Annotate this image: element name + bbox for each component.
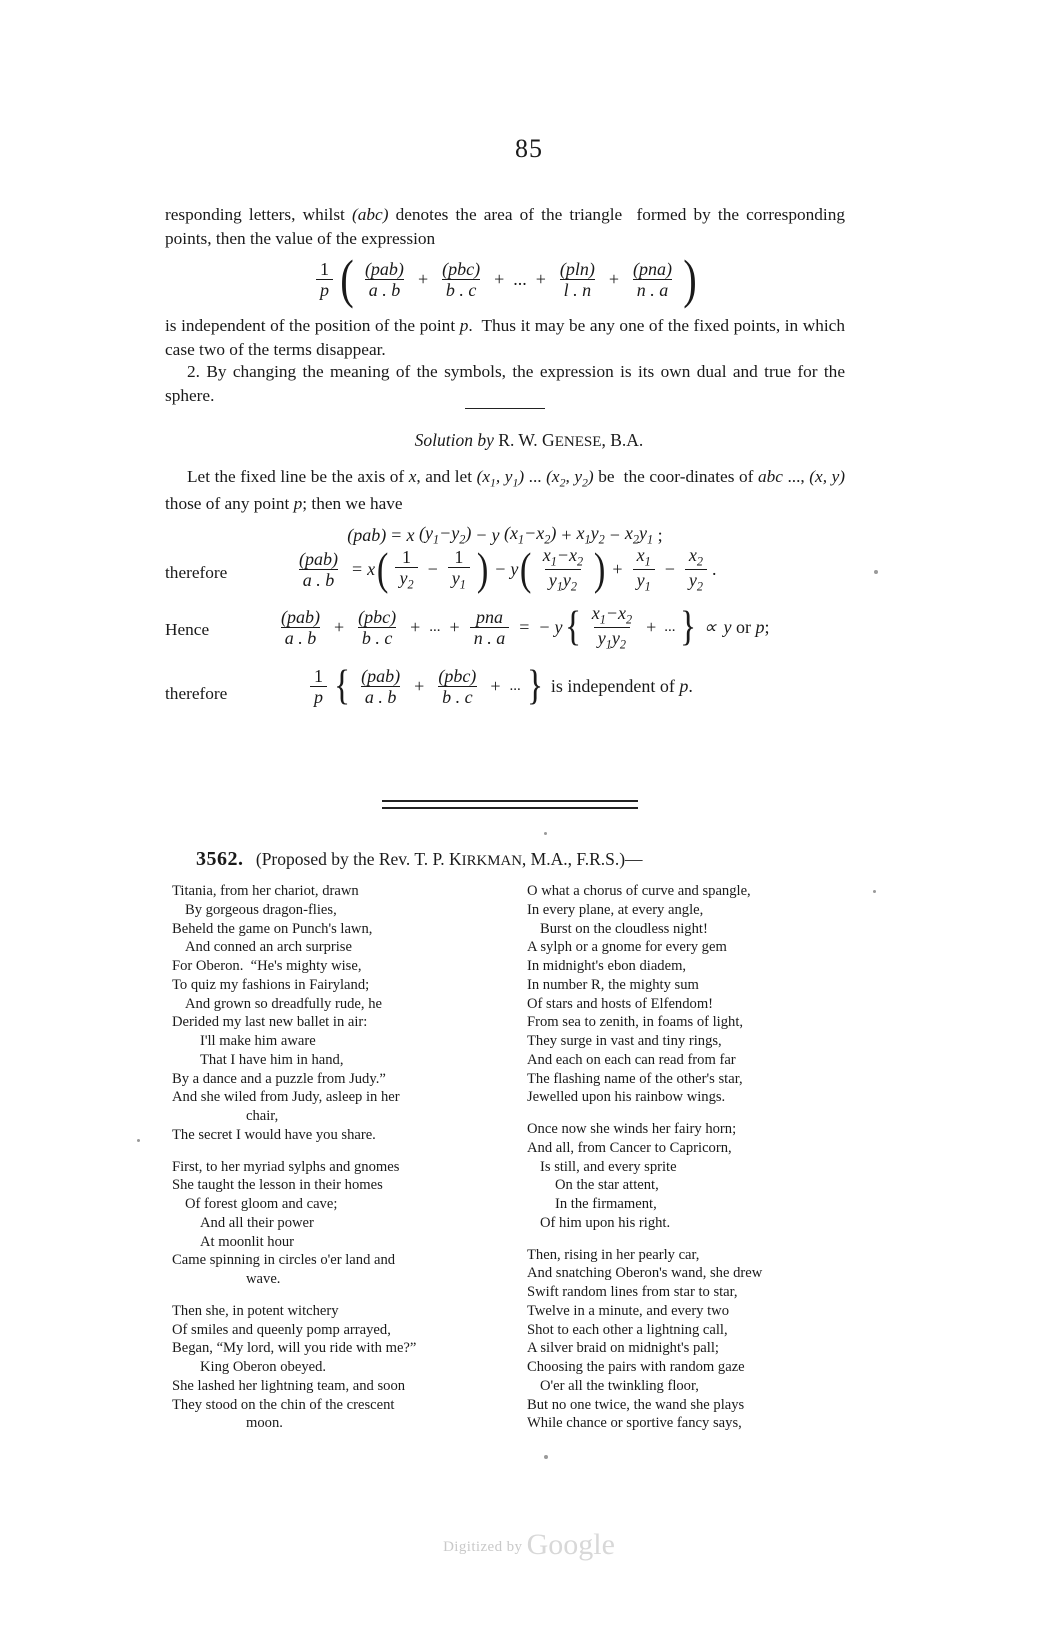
poem-line: She taught the lesson in their homes	[172, 1177, 383, 1194]
poem-line: And all, from Cancer to Capricorn,	[527, 1139, 732, 1156]
poem-line: And she wiled from Judy, asleep in her	[172, 1089, 400, 1106]
paragraph-responding-letters: responding letters, whilst (abc) denotes the area of the triangle formed by the corresponding points, then the value of the expression	[165, 205, 845, 248]
label-therefore-1: therefore	[165, 563, 228, 582]
poem-line: While chance or sportive fancy says,	[527, 1415, 742, 1432]
poem-line: They surge in vast and tiny rings,	[527, 1033, 722, 1049]
poem-line: Once now she winds her fairy horn;	[527, 1121, 737, 1137]
poem-line: But no one twice, the wand she plays	[527, 1396, 745, 1413]
poem-stanza	[172, 882, 502, 1145]
poem-line: Derided my last new ballet in air:	[172, 1014, 368, 1031]
paragraph-dual-sphere: 2. By changing the meaning of the symbols, the expression is its own dual and true for the sphere.	[165, 362, 845, 405]
poem-stanza	[527, 1246, 862, 1434]
poem-line: In every plane, at every angle,	[527, 901, 704, 918]
poem-line: Titania, from her chariot, drawn	[172, 883, 359, 899]
poem-line: Came spinning in circles o'er land and	[172, 1252, 396, 1269]
page-number: 85	[515, 134, 543, 163]
poem-line: chair,	[246, 1108, 279, 1124]
divider-double-rule	[382, 800, 638, 809]
poem-line: In midnight's ebon diadem,	[527, 958, 687, 974]
paragraph-independent-position: is independent of the position of the point p. Thus it may be any one of the fixed points, in which case two of the terms disappear.	[165, 316, 845, 359]
poem-column-left	[172, 882, 502, 1446]
poem-line: From sea to zenith, in foams of light,	[527, 1014, 744, 1031]
poem-line: And conned an arch surprise	[185, 939, 352, 956]
poem-line: wave.	[246, 1271, 281, 1287]
poem-stanza	[527, 1120, 862, 1233]
poem-line: A silver braid on midnight's pall;	[527, 1340, 719, 1357]
label-therefore-2: therefore	[165, 684, 228, 703]
poem-line: Swift random lines from star to star,	[527, 1284, 738, 1300]
paragraph-let-fixed-line: Let the fixed line be the axis of x, and let ($x_1$, $y_1$) ... ($x_2$, $y_2$) be the coor-dinates of abc ..., (x, y) those of any point p; then we have	[165, 467, 846, 513]
poem-line: I'll make him aware	[200, 1033, 316, 1049]
display-equation-5: $\frac{1}{p}$ { $\frac{\text{(pab)}}{a . b}$ + $\frac{\text{(pbc)}}{b . c}$ + ... } is independent of p.	[305, 666, 693, 707]
poem-line: And snatching Oberon's wand, she drew	[527, 1265, 763, 1282]
display-equation-1: $\frac{1}{p}$ ( $\frac{\text{(pab)}}{a . b}$ + $\frac{\text{(pbc)}}{b . c}$ + ... + $\frac{(pln)}{l . n}$ + $\frac{\text{(pna)}}{n . a}$ )	[165, 258, 845, 301]
display-equation-4: $\frac{\text{(pab)}}{a . b}$ + $\frac{\text{(pbc)}}{b . c}$ + ... + $\frac{\text{pna}}{n . a}$ = − y { $\frac{x_1-x_2}{y_1y_2}$ + ... } ∝ y or p;	[281, 603, 770, 652]
poem-line: King Oberon obeyed.	[200, 1359, 327, 1375]
scan-speck	[544, 1455, 548, 1459]
poem-line: Of forest gloom and cave;	[185, 1196, 338, 1212]
poem-line: A sylph or a gnome for every gem	[527, 939, 727, 956]
poem-line: Burst on the cloudless night!	[540, 920, 708, 937]
poem-line: She lashed her lightning team, and soon	[172, 1377, 406, 1394]
poem-line: Jewelled upon his rainbow wings.	[527, 1089, 726, 1106]
poem-line: Beheld the game on Punch's lawn,	[172, 920, 373, 937]
problem-heading	[196, 848, 643, 871]
poem-stanza	[172, 1302, 502, 1433]
scan-speck	[137, 1139, 140, 1142]
poem-line: On the star attent,	[555, 1177, 659, 1194]
poem-line: They stood on the chin of the crescent	[172, 1396, 395, 1413]
poem-line: Shot to each other a lightning call,	[527, 1321, 728, 1338]
poem-line: O what a chorus of curve and spangle,	[527, 883, 751, 899]
poem-line: Of smiles and queenly pomp arrayed,	[172, 1321, 391, 1338]
scan-speck	[873, 890, 876, 893]
divider-rule	[465, 408, 545, 409]
poem-line: Of stars and hosts of Elfendom!	[527, 995, 714, 1012]
problem-number: 3562.	[196, 848, 244, 870]
poem-line: In number R, the mighty sum	[527, 976, 699, 993]
poem-line: At moonlit hour	[200, 1233, 295, 1250]
poem-line: Is still, and every sprite	[540, 1158, 677, 1175]
problem-proposer: (Proposed by the Rev. T. P. KIRKMAN, M.A., F.R.S.)—	[255, 849, 643, 869]
poem-stanza	[527, 882, 862, 1107]
label-hence: Hence	[165, 620, 210, 639]
poem-line: That I have him in hand,	[200, 1051, 344, 1068]
solution-author: R. W. GENESE, B.A.	[498, 430, 644, 450]
solution-byline	[0, 430, 1058, 451]
display-equation-3: $\frac{\text{(pab)}}{a . b}$ = x ( $\frac{1}{y_2}$ − $\frac{1}{y_1}$ ) − y ( $\frac{x_1-x_2}{y_1y_2}$ ) + $\frac{x_1}{y_1}$ − $\frac{x_2}{y_2}$ .	[299, 543, 717, 595]
poem-line: moon.	[246, 1415, 283, 1432]
poem-line: O'er all the twinkling floor,	[540, 1377, 699, 1394]
poem-line: To quiz my fashions in Fairyland;	[172, 976, 370, 993]
poem-line: In the firmament,	[555, 1196, 657, 1212]
poem-line: First, to her myriad sylphs and gnomes	[172, 1158, 400, 1175]
poem-line: The flashing name of the other's star,	[527, 1070, 743, 1087]
footer-prefix: Digitized by	[443, 1539, 523, 1555]
scan-speck	[544, 832, 547, 835]
poem-line: And grown so dreadfully rude, he	[185, 995, 382, 1012]
footer-brand: Google	[526, 1528, 615, 1561]
solution-by-prefix: Solution by	[414, 430, 494, 450]
display-equation-2: (pab) = x $(y_1-y_2)$ − y $(x_1-x_2)$ + $x_1y_2$ − $x_2y_1$ ;	[347, 523, 663, 547]
poem-line: By gorgeous dragon-flies,	[185, 901, 337, 918]
poem-stanza	[172, 1158, 502, 1289]
poem-line: The secret I would have you share.	[172, 1126, 376, 1143]
poem-line: Then, rising in her pearly car,	[527, 1246, 700, 1263]
scan-speck	[874, 570, 878, 574]
poem-line: Then she, in potent witchery	[172, 1302, 339, 1319]
poem-line: Choosing the pairs with random gaze	[527, 1359, 745, 1375]
poem-line: And all their power	[200, 1214, 314, 1231]
footer-watermark	[0, 1528, 1058, 1562]
poem-line: Twelve in a minute, and every two	[527, 1302, 730, 1319]
poem-column-right	[527, 882, 862, 1446]
poem-line: By a dance and a puzzle from Judy.”	[172, 1070, 386, 1087]
poem-line: And each on each can read from far	[527, 1051, 736, 1068]
poem-line: Of him upon his right.	[540, 1214, 671, 1231]
poem-line: For Oberon. “He's mighty wise,	[172, 958, 362, 974]
poem-line: Began, “My lord, will you ride with me?”	[172, 1340, 417, 1357]
